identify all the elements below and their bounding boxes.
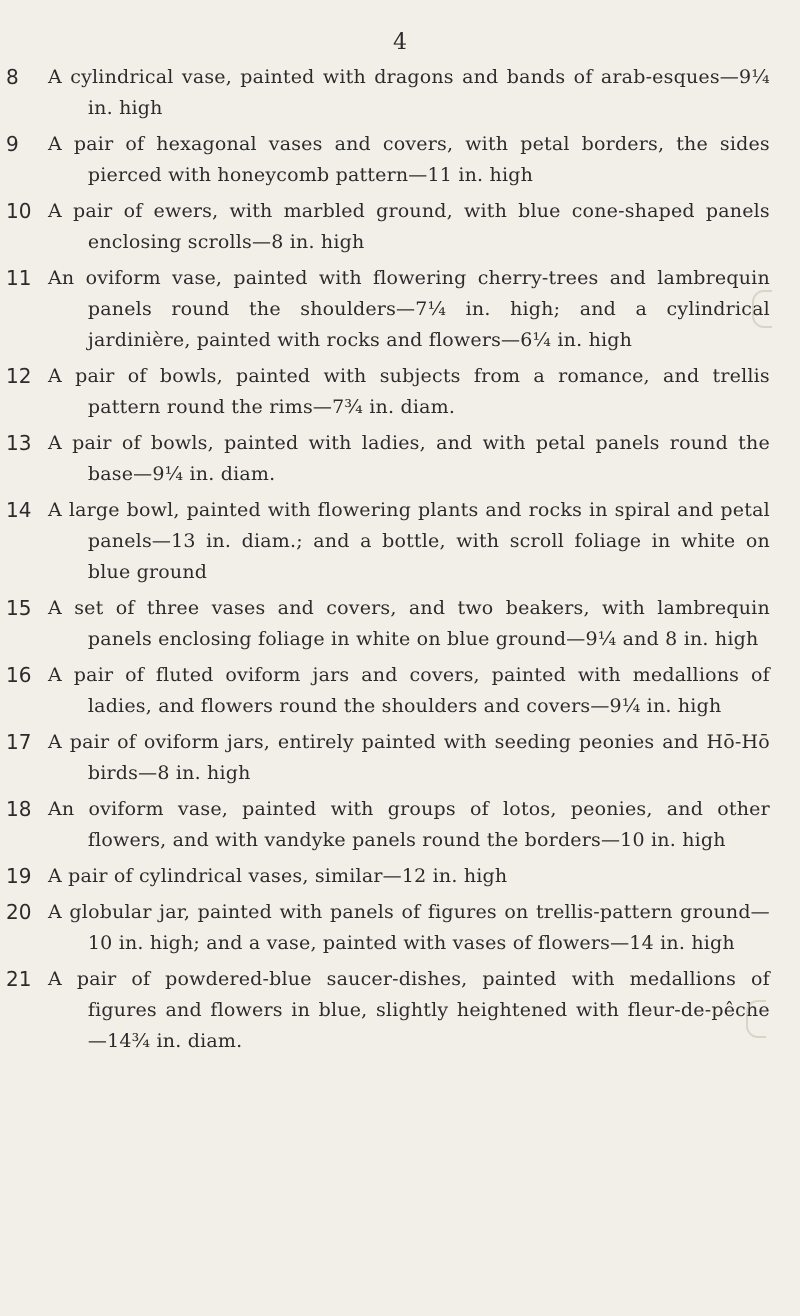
lot-item	[0, 62, 800, 124]
lot-description: A pair of bowls, painted with subjects from a romance, and trellis pattern round the rims—7¾ in. diam.	[48, 365, 770, 418]
lot-list	[0, 62, 800, 1062]
lot-description: A pair of bowls, painted with ladies, and with petal panels round the base—9¼ in. diam.	[48, 432, 770, 485]
paper-mark	[746, 1000, 766, 1038]
lot-number: 15	[6, 596, 32, 620]
lot-item	[0, 361, 800, 423]
lot-description: A pair of cylindrical vases, similar—12 in. high	[48, 865, 508, 887]
lot-description: An oviform vase, painted with flowering cherry-trees and lambrequin panels round the shoulders—7¼ in. high; and a cylindrical jardinière, painted with rocks and flowers—6¼ in. high	[48, 267, 770, 351]
lot-number: 11	[6, 266, 32, 290]
lot-description: A cylindrical vase, painted with dragons and bands of arab-esques—9¼ in. high	[48, 66, 770, 119]
lot-description: A large bowl, painted with flowering plants and rocks in spiral and petal panels—13 in. diam.; and a bottle, with scroll foliage in white on blue ground	[48, 499, 770, 583]
lot-item	[0, 263, 800, 356]
lot-item	[0, 196, 800, 258]
lot-item	[0, 593, 800, 655]
lot-item	[0, 660, 800, 722]
lot-item	[0, 897, 800, 959]
lot-description: An oviform vase, painted with groups of lotos, peonies, and other flowers, and with vandyke panels round the borders—10 in. high	[48, 798, 770, 851]
lot-description: A pair of ewers, with marbled ground, with blue cone-shaped panels enclosing scrolls—8 in. high	[48, 200, 770, 253]
lot-number: 19	[6, 864, 32, 888]
lot-number: 18	[6, 797, 32, 821]
lot-number: 20	[6, 900, 32, 924]
lot-number: 8	[6, 65, 19, 89]
lot-description: A pair of oviform jars, entirely painted with seeding peonies and Hō-Hō birds—8 in. high	[48, 731, 770, 784]
lot-item	[0, 727, 800, 789]
lot-item	[0, 964, 800, 1057]
lot-description: A pair of fluted oviform jars and covers, painted with medallions of ladies, and flowers round the shoulders and covers—9¼ in. high	[48, 664, 770, 717]
page-number: 4	[393, 30, 407, 55]
lot-number: 21	[6, 967, 32, 991]
lot-description: A pair of hexagonal vases and covers, with petal borders, the sides pierced with honeycomb pattern—11 in. high	[48, 133, 770, 186]
paper-mark	[752, 290, 772, 328]
lot-number: 16	[6, 663, 32, 687]
lot-number: 9	[6, 132, 19, 156]
lot-number: 13	[6, 431, 32, 455]
lot-number: 14	[6, 498, 32, 522]
lot-item	[0, 495, 800, 588]
lot-item	[0, 129, 800, 191]
lot-number: 17	[6, 730, 32, 754]
lot-description: A globular jar, painted with panels of figures on trellis-pattern ground—10 in. high; and a vase, painted with vases of flowers—14 in. high	[48, 901, 770, 954]
lot-number: 10	[6, 199, 32, 223]
lot-description: A set of three vases and covers, and two beakers, with lambrequin panels enclosing foliage in white on blue ground—9¼ and 8 in. high	[48, 597, 770, 650]
lot-number: 12	[6, 364, 32, 388]
lot-item	[0, 861, 800, 892]
lot-description: A pair of powdered-blue saucer-dishes, painted with medallions of figures and flowers in blue, slightly heightened with fleur-de-pêche—14¾ in. diam.	[48, 968, 770, 1052]
lot-item	[0, 428, 800, 490]
lot-item	[0, 794, 800, 856]
